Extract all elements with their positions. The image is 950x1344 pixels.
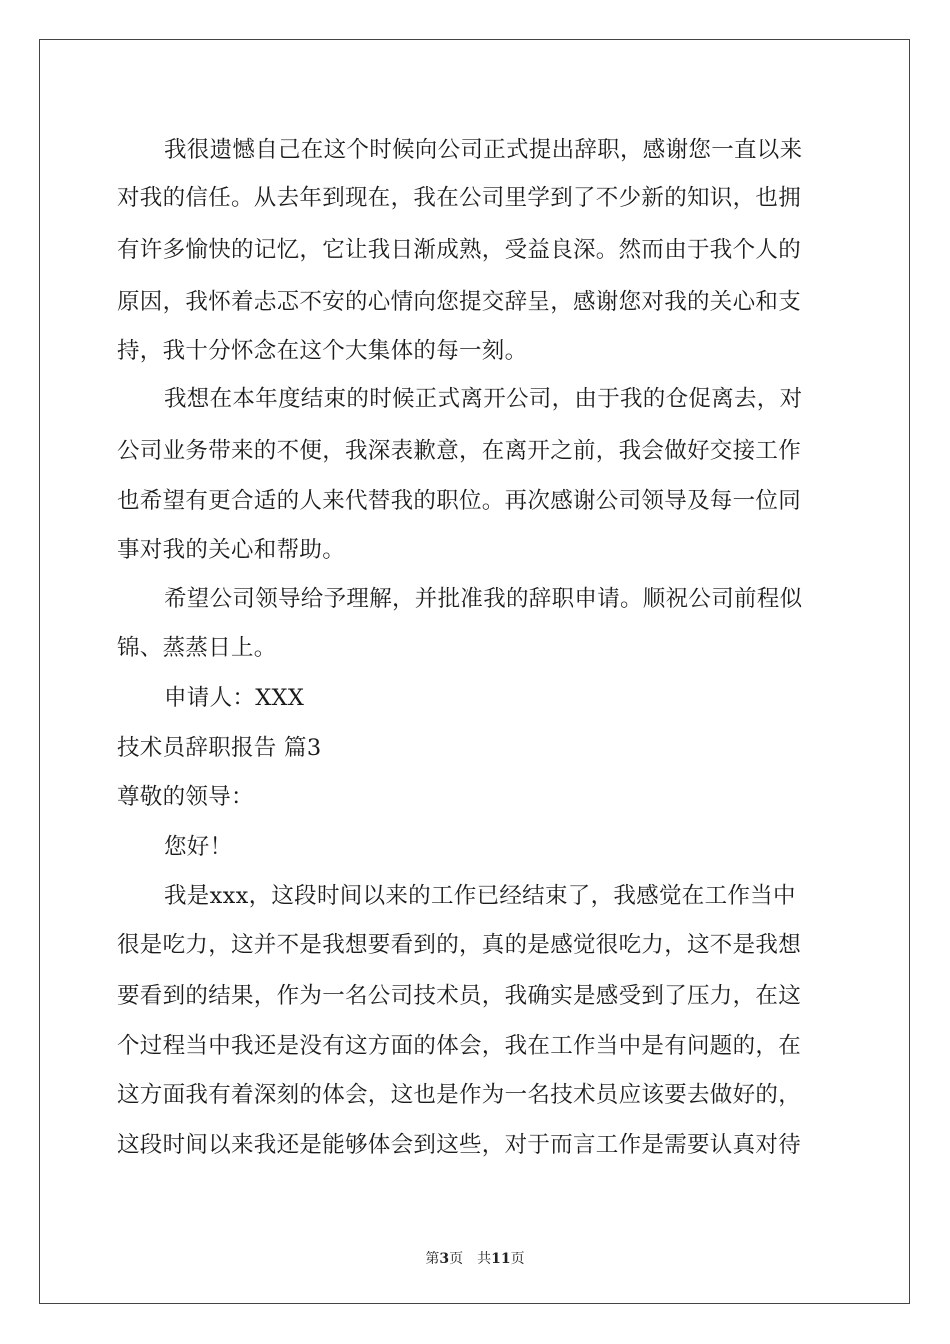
text-line: 要看到的结果，作为一名公司技术员，我确实是感受到了压力，在这 bbox=[117, 983, 802, 1009]
text-line: 我很遗憾自己在这个时候向公司正式提出辞职，感谢您一直以来 bbox=[164, 137, 803, 163]
text-line: 个过程当中我还是没有这方面的体会，我在工作当中是有问题的，在 bbox=[117, 1033, 802, 1059]
text-line: 希望公司领导给予理解，并批准我的辞职申请。顺祝公司前程似 bbox=[164, 586, 803, 612]
greeting: 您好！ bbox=[164, 834, 233, 860]
text-line: 原因，我怀着忐忑不安的心情向您提交辞呈，感谢您对我的关心和支 bbox=[117, 289, 802, 315]
text-line: 持，我十分怀念在这个大集体的每一刻。 bbox=[117, 338, 528, 364]
page-number: 3 bbox=[439, 1251, 450, 1267]
text-line: 我想在本年度结束的时候正式离开公司，由于我的仓促离去，对 bbox=[164, 386, 803, 412]
page-border bbox=[39, 39, 910, 1304]
text-line: 锦、蒸蒸日上。 bbox=[117, 635, 277, 661]
total-prefix: 共 bbox=[477, 1251, 492, 1267]
text-line: 有许多愉快的记忆，它让我日渐成熟，受益良深。然而由于我个人的 bbox=[117, 237, 802, 263]
section-title: 技术员辞职报告 篇3 bbox=[117, 735, 322, 761]
page-footer bbox=[0, 1248, 950, 1268]
total-pages: 11 bbox=[491, 1251, 511, 1267]
text-line: 很是吃力，这并不是我想要看到的，真的是感觉很吃力，这不是我想 bbox=[117, 932, 802, 958]
salutation: 尊敬的领导： bbox=[117, 784, 254, 810]
text-line: 也希望有更合适的人来代替我的职位。再次感谢公司领导及每一位同 bbox=[117, 488, 802, 514]
total-suffix: 页 bbox=[510, 1251, 525, 1267]
text-line: 我是xxx，这段时间以来的工作已经结束了，我感觉在工作当中 bbox=[164, 883, 796, 909]
text-line: 公司业务带来的不便，我深表歉意，在离开之前，我会做好交接工作 bbox=[117, 438, 802, 464]
page-suffix: 页 bbox=[449, 1251, 464, 1267]
page-prefix: 第 bbox=[425, 1251, 440, 1267]
text-line: 对我的信任。从去年到现在，我在公司里学到了不少新的知识，也拥 bbox=[117, 185, 802, 211]
text-line: 这方面我有着深刻的体会，这也是作为一名技术员应该要去做好的， bbox=[117, 1082, 802, 1108]
text-line: 这段时间以来我还是能够体会到这些，对于而言工作是需要认真对待 bbox=[117, 1132, 802, 1158]
text-line: 事对我的关心和帮助。 bbox=[117, 537, 346, 563]
applicant-line: 申请人：XXX bbox=[164, 685, 305, 711]
